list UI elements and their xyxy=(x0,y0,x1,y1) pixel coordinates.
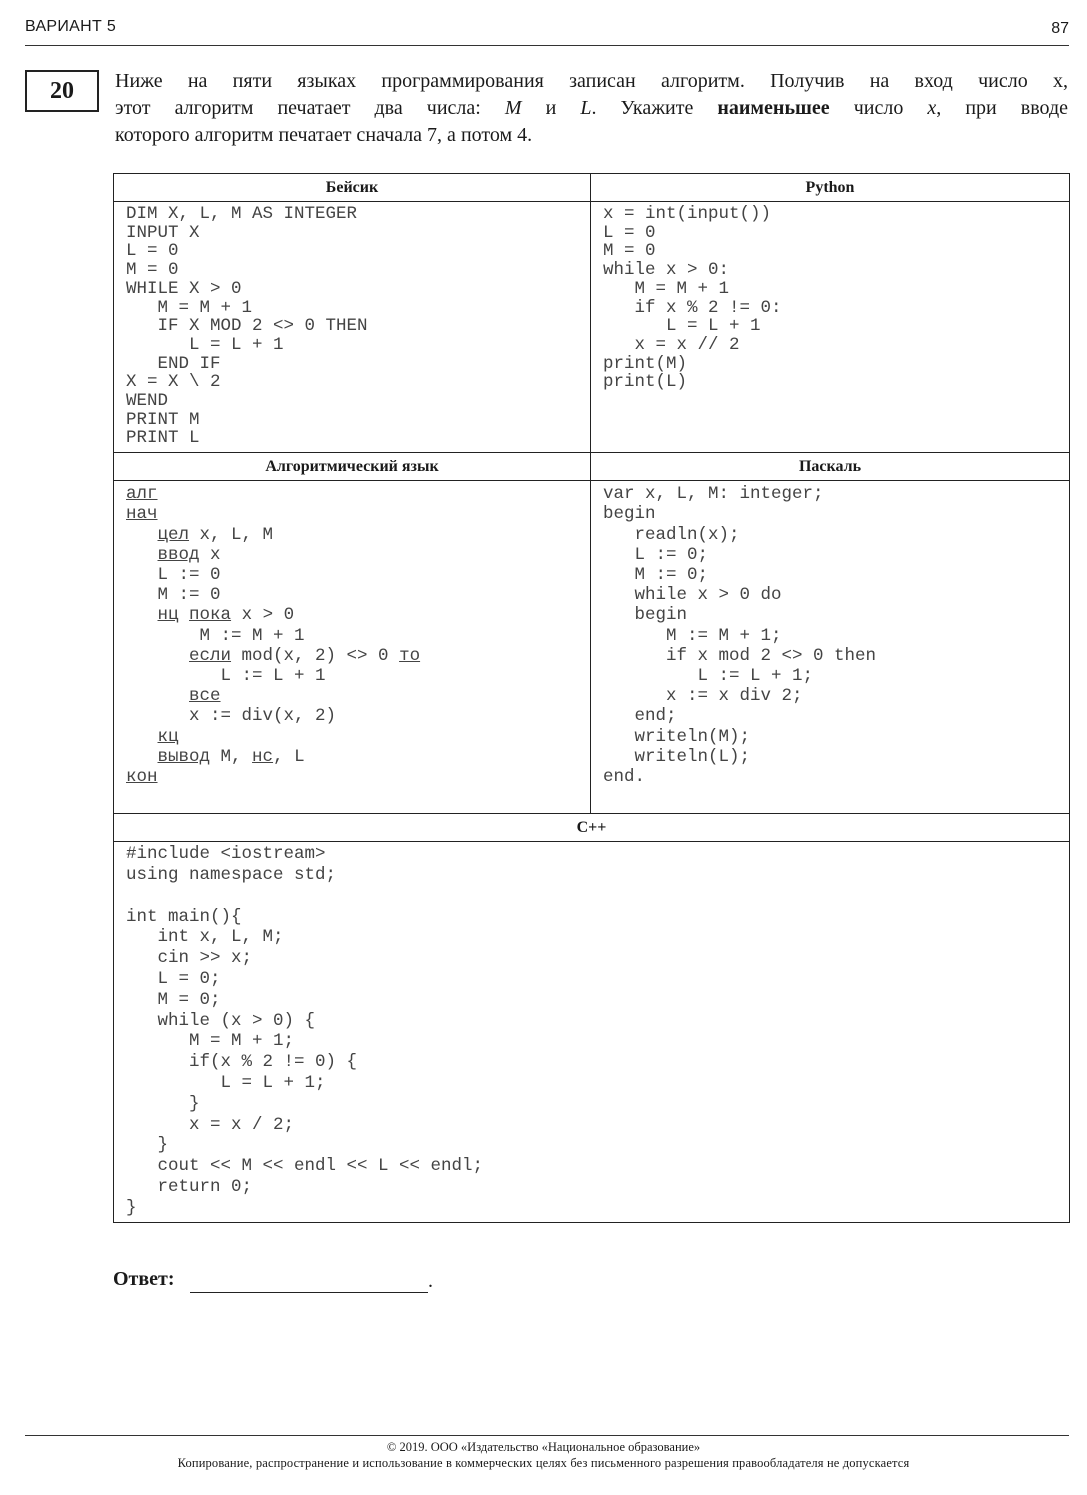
task-line-2-part: этот алгоритм печатает два числа: xyxy=(115,97,505,119)
algo-cell xyxy=(114,481,591,814)
algo-keyword: все xyxy=(189,686,221,707)
algo-keyword: кон xyxy=(126,766,158,787)
python-code: x = int(input()) L = 0 M = 0 while x > 0: M = M + 1 if x % 2 != 0: L = L + 1 x = x // 2 print(M) print(L) xyxy=(603,204,782,393)
task-line-3: которого алгоритм печатает сначала 7, а потом 4. xyxy=(115,124,533,146)
algo-text xyxy=(126,646,189,666)
algo-text xyxy=(126,525,158,545)
python-title: Python xyxy=(591,174,1070,202)
algo-code xyxy=(114,481,590,791)
header-divider xyxy=(25,45,1069,46)
algo-text: mod(x, 2) <> 0 xyxy=(231,645,400,666)
algo-keyword: нц xyxy=(157,605,179,626)
answer-dot: . xyxy=(428,1270,433,1292)
var-x: x xyxy=(927,97,937,119)
pascal-title: Паскаль xyxy=(591,453,1070,481)
basic-title: Бейсик xyxy=(114,174,591,202)
algo-text: x xyxy=(199,544,221,565)
page-number: 87 xyxy=(1051,20,1069,37)
emphasis-smallest: наименьшее xyxy=(717,97,830,119)
task-line-2-part: число xyxy=(829,97,928,119)
code-table xyxy=(113,173,1070,1223)
algo-keyword: цел xyxy=(157,524,190,545)
algo-text: x := div(x, 2) xyxy=(126,706,337,727)
cpp-code: #include <iostream> using namespace std; int main(){ int x, L, M; cin >> x; L = 0; M = 0; while (x > 0) { M = M + 1; if(x % 2 != 0) { L = L + 1; } x = x / 2; } cout << M << endl << L << endl; return 0; } xyxy=(126,844,484,1218)
algo-text xyxy=(126,727,158,747)
cpp-cell xyxy=(114,842,1070,1223)
algo-keyword: нач xyxy=(126,504,158,525)
pascal-cell xyxy=(591,481,1070,814)
algo-text: , L xyxy=(273,746,305,767)
pascal-code: var x, L, M: integer; begin readln(x); L := 0; M := 0; while x > 0 do begin M := M + 1; if x mod 2 <> 0 then L := L + 1; x := x div 2; end; writeln(M); writeln(L); end. xyxy=(603,484,877,787)
algo-keyword: кц xyxy=(157,726,179,747)
algo-text: x, L, M xyxy=(189,524,274,545)
task-line-2-part: . Укажите xyxy=(591,97,718,119)
algo-text: M := M + 1 xyxy=(126,625,305,646)
algo-text xyxy=(126,747,158,767)
footer-notice: Копирование, распространение и использование в коммерческих целях без письменного разрешения правообладателя не допускается xyxy=(177,1456,910,1470)
algo-text xyxy=(126,686,189,706)
var-M: M xyxy=(504,97,522,119)
algo-keyword: нс xyxy=(252,746,274,767)
algo-text: x > 0 xyxy=(231,605,295,626)
algo-text xyxy=(179,605,190,625)
algo-text xyxy=(126,545,158,565)
footer-copyright: © 2019. ООО «Издательство «Национальное образование» xyxy=(386,1440,701,1454)
algo-text xyxy=(126,605,158,625)
task-line-1: Ниже на пяти языках программирования записан алгоритм. Получив на вход число x, xyxy=(115,70,1068,92)
task-number-box xyxy=(25,70,99,112)
footer-divider xyxy=(25,1435,1069,1436)
task-line-2 xyxy=(115,95,1068,122)
algo-text: M, xyxy=(210,746,253,767)
algo-keyword: пока xyxy=(189,605,232,626)
cpp-title: C++ xyxy=(114,814,1070,842)
algo-keyword: ввод xyxy=(157,544,200,565)
task-number: 20 xyxy=(50,77,74,104)
algo-keyword: то xyxy=(399,645,421,666)
var-L: L xyxy=(580,97,592,119)
basic-cell xyxy=(114,202,591,453)
algo-keyword: алг xyxy=(126,484,158,505)
python-cell xyxy=(591,202,1070,453)
answer-label: Ответ: xyxy=(113,1268,175,1290)
algo-keyword: если xyxy=(189,645,232,666)
task-statement xyxy=(115,68,1068,149)
task-line-2-part: и xyxy=(521,97,581,119)
algo-text: L := 0 xyxy=(126,564,221,585)
variant-label: ВАРИАНТ 5 xyxy=(25,18,117,35)
basic-code: DIM X, L, M AS INTEGER INPUT X L = 0 M = 0 WHILE X > 0 M = M + 1 IF X MOD 2 <> 0 THEN L = L + 1 END IF X = X \ 2 WEND PRINT M PRINT L xyxy=(126,204,368,449)
task-line-2-part: , при вводе xyxy=(936,97,1069,119)
algo-keyword: вывод xyxy=(157,746,211,767)
algo-text: L := L + 1 xyxy=(126,665,326,686)
algo-text: M := 0 xyxy=(126,585,221,606)
algo-title: Алгоритмический язык xyxy=(114,453,591,481)
answer-field[interactable] xyxy=(190,1292,428,1293)
